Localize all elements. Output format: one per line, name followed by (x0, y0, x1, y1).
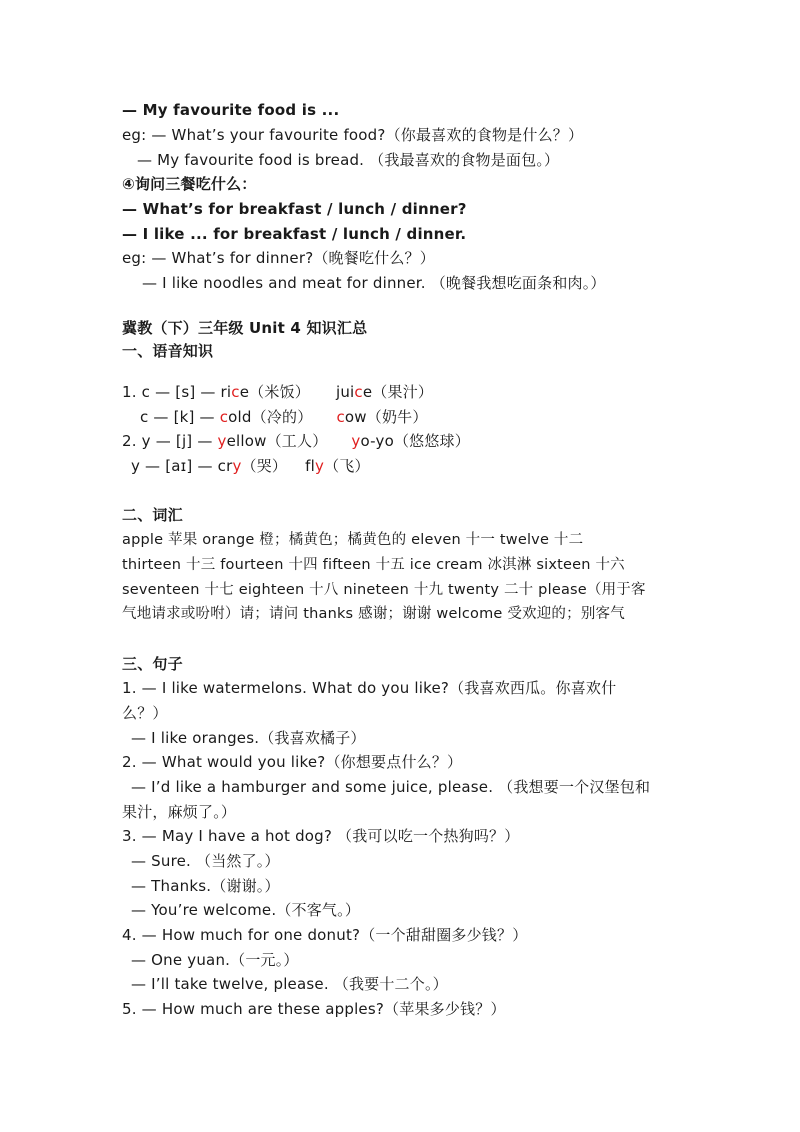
vocab-line: apple 苹果 orange 橙；橘黄色；橘黄色的 eleven 十一 twelve 十二 (122, 532, 584, 548)
sentences-heading: 三、句子 (122, 655, 183, 673)
sentence-line: 4. — How much for one donut?（一个甜甜圈多少钱？） (122, 926, 528, 944)
word-part: e（果汁） (362, 383, 434, 401)
example-question: eg: — What’s for dinner?（晚餐吃什么？） (122, 249, 435, 267)
phonics-row (131, 454, 370, 478)
sentence-line: 么？） (122, 704, 168, 722)
word-part: （哭） (241, 457, 288, 475)
phonics-rule: c — [k] — (140, 408, 220, 426)
section-subheading: ④询问三餐吃什么： (122, 175, 257, 193)
example-question: eg: — What’s your favourite food?（你最喜欢的食物是什么？） (122, 126, 584, 144)
word-part: cr (217, 457, 233, 475)
highlight-letter: c (354, 383, 363, 401)
phonics-rule: y — [aɪ] — (131, 457, 218, 475)
highlight-letter: c (336, 408, 345, 426)
sentence-line: 2. — What would you like?（你想要点什么？） (122, 753, 463, 771)
highlight-letter: y (315, 457, 325, 475)
example-answer: — My favourite food is bread. （我最喜欢的食物是面包。） (137, 151, 560, 169)
vocab-heading: 二、词汇 (122, 506, 183, 524)
word-part: o-yo（悠悠球） (360, 432, 470, 450)
word-part: fl (305, 457, 315, 475)
pattern-line: — What’s for breakfast / lunch / dinner? (122, 200, 467, 218)
highlight-letter: c (231, 383, 240, 401)
pattern-line: — I like ... for breakfast / lunch / dinner. (122, 225, 467, 243)
phonics-rule: 2. y — [j] — (122, 432, 218, 450)
highlight-letter: c (219, 408, 229, 426)
word-part: ellow（工人） (226, 432, 328, 450)
word-part: （飞） (324, 457, 370, 475)
sentence-line: — I like oranges.（我喜欢橘子） (131, 729, 366, 747)
phonics-rule: 1. c — [s] — (122, 383, 221, 401)
phonics-heading: 一、语音知识 (122, 342, 214, 360)
vocab-line: 气地请求或吩咐）请；请问 thanks 感谢；谢谢 welcome 受欢迎的；别客气 (122, 606, 625, 622)
word-part: e（米饭） (239, 383, 310, 401)
sentence-line: 1. — I like watermelons. What do you like?（我喜欢西瓜。你喜欢什 (122, 679, 617, 697)
highlight-letter: y (232, 457, 242, 475)
phonics-row (122, 380, 433, 404)
example-answer: — I like noodles and meat for dinner. （晚餐我想吃面条和肉。） (142, 274, 606, 292)
highlight-letter: y (217, 432, 227, 450)
word-part: ri (220, 383, 232, 401)
unit-title: 冀教（下）三年级 Unit 4 知识汇总 (122, 319, 368, 337)
sentence-line: — I’ll take twelve, please. （我要十二个。） (131, 975, 448, 993)
vocab-line: seventeen 十七 eighteen 十八 nineteen 十九 twenty 二十 please（用于客 (122, 582, 646, 598)
sentence-line: 5. — How much are these apples?（苹果多少钱？） (122, 1000, 506, 1018)
phonics-row (140, 405, 428, 429)
word-part: old（冷的） (228, 408, 313, 426)
pattern-line: — My favourite food is ... (122, 101, 340, 119)
sentence-line: — Thanks.（谢谢。） (131, 877, 280, 895)
highlight-letter: y (351, 432, 361, 450)
sentence-line: — You’re welcome.（不客气。） (131, 901, 361, 919)
vocab-line: thirteen 十三 fourteen 十四 fifteen 十五 ice cream 冰淇淋 sixteen 十六 (122, 557, 625, 573)
sentence-line: — One yuan.（一元。） (131, 951, 299, 969)
sentence-line: — Sure. （当然了。） (131, 852, 280, 870)
sentence-line: 果汁，麻烦了。） (122, 803, 237, 821)
phonics-row (122, 429, 470, 453)
sentence-line: — I’d like a hamburger and some juice, please. （我想要一个汉堡包和 (131, 778, 651, 796)
word-part: ow（奶牛） (344, 408, 428, 426)
sentence-line: 3. — May I have a hot dog? （我可以吃一个热狗吗？） (122, 827, 520, 845)
word-part: jui (335, 383, 355, 401)
